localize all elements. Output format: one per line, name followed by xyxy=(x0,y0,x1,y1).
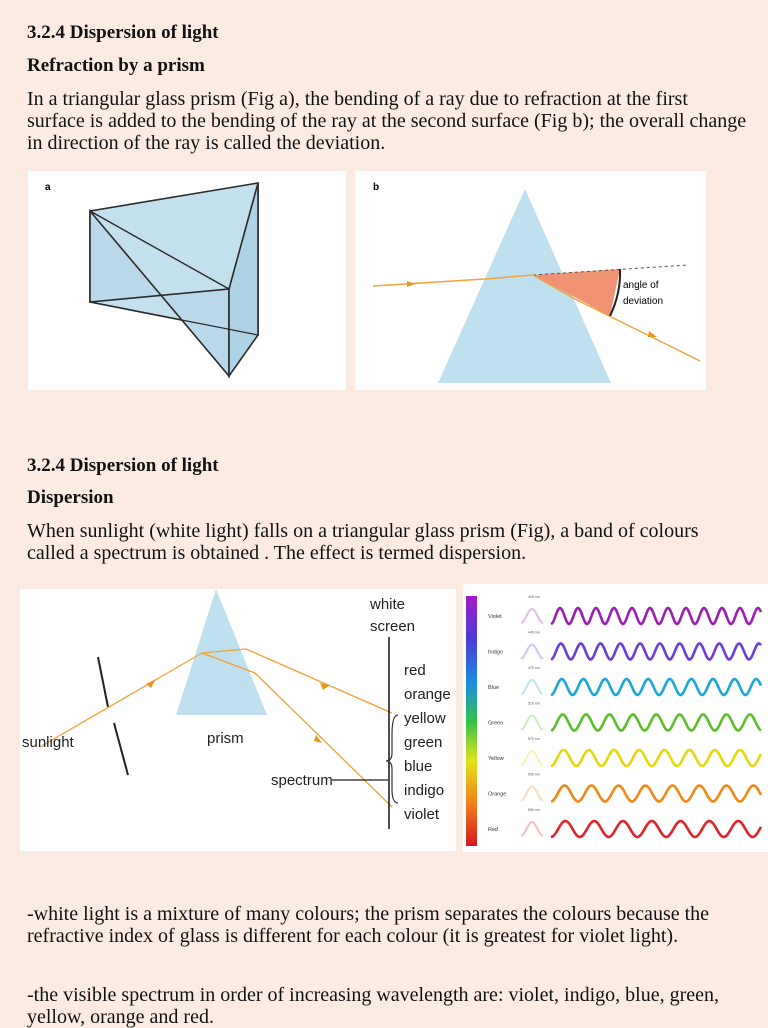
wave-reference-violet xyxy=(521,609,543,623)
wave-nm-violet: 400 nm xyxy=(528,595,540,599)
spectrum-colour-indigo: indigo xyxy=(404,782,445,799)
section1-heading: 3.2.4 Dispersion of light xyxy=(27,22,219,43)
wave-reference-blue xyxy=(521,680,543,694)
wave-label-indigo: Indigo xyxy=(488,649,503,656)
wave-label-green: Green xyxy=(488,720,504,727)
spectrum-colour-violet: violet xyxy=(404,806,440,823)
wave-orange xyxy=(551,786,761,802)
figure-a-prism xyxy=(28,171,346,390)
section2-body: When sunlight (white light) falls on a triangular glass prism (Fig), a band of colours called a spectrum is obtained . The effect is termed dispersion. xyxy=(27,520,699,564)
wave-nm-blue: 475 nm xyxy=(528,666,540,670)
wave-indigo xyxy=(551,644,761,660)
section1-body: In a triangular glass prism (Fig a), the bending of a ray due to refraction at the first surface is added to the bending of the ray at the second surface (Fig b); the overall change in direction of the ray is called the deviation. xyxy=(27,88,747,154)
section1-subheading: Refraction by a prism xyxy=(27,55,205,76)
wave-nm-indigo: 445 nm xyxy=(528,630,540,635)
dispersion-diagram xyxy=(20,589,456,851)
screen-label-line1: white xyxy=(370,596,406,613)
wave-red xyxy=(551,821,761,837)
spectrum-colour-list xyxy=(404,662,451,823)
wave-nm-yellow: 570 nm xyxy=(528,737,540,741)
wave-rows xyxy=(488,595,761,837)
note-white-light: -white light is a mixture of many colours; the prism separates the colours because the refractive index of glass is different for each colour (it is greatest for violet light). xyxy=(27,903,710,947)
spectrum-label: spectrum xyxy=(271,772,333,789)
wave-green xyxy=(551,715,761,731)
figure-a-label: a xyxy=(45,182,51,193)
wave-reference-red xyxy=(521,822,543,836)
figure-b-deviation xyxy=(355,171,706,390)
wavelength-chart xyxy=(463,584,768,852)
wave-reference-indigo xyxy=(521,645,543,659)
figure-b-label: b xyxy=(373,182,380,193)
spectrum-colour-green: green xyxy=(404,734,443,751)
wave-reference-yellow xyxy=(521,751,543,765)
wave-blue xyxy=(551,679,761,695)
wave-nm-green: 510 nm xyxy=(528,701,540,706)
note-visible-spectrum: -the visible spectrum in order of increasing wavelength are: violet, indigo, blue, green, yellow, orange and red. xyxy=(27,984,720,1028)
angle-label-line1: angle of xyxy=(623,280,659,291)
wave-nm-orange: 590 nm xyxy=(528,772,540,777)
section2-subheading: Dispersion xyxy=(27,487,114,508)
spectrum-colour-yellow: yellow xyxy=(404,710,446,727)
wave-label-blue: Blue xyxy=(488,685,500,691)
spectrum-colour-orange: orange xyxy=(404,686,451,703)
spectrum-bar xyxy=(466,596,477,846)
wave-label-red: Red xyxy=(488,827,499,833)
wave-yellow xyxy=(551,750,761,766)
sunlight-label: sunlight xyxy=(22,734,74,751)
section2-heading: 3.2.4 Dispersion of light xyxy=(27,455,219,476)
wave-reference-green xyxy=(521,716,543,730)
wave-label-violet: Violet xyxy=(488,614,502,620)
angle-label-line2: deviation xyxy=(623,296,664,307)
wave-label-yellow: Yellow xyxy=(488,756,504,762)
prism-label: prism xyxy=(207,730,244,747)
spectrum-colour-red: red xyxy=(404,662,426,679)
wave-nm-red: 650 nm xyxy=(528,808,540,812)
screen-label-line2: screen xyxy=(370,618,416,635)
wave-violet xyxy=(551,608,761,624)
wave-label-orange: Orange xyxy=(488,791,507,798)
spectrum-colour-blue: blue xyxy=(404,758,433,775)
wave-reference-orange xyxy=(521,787,543,801)
